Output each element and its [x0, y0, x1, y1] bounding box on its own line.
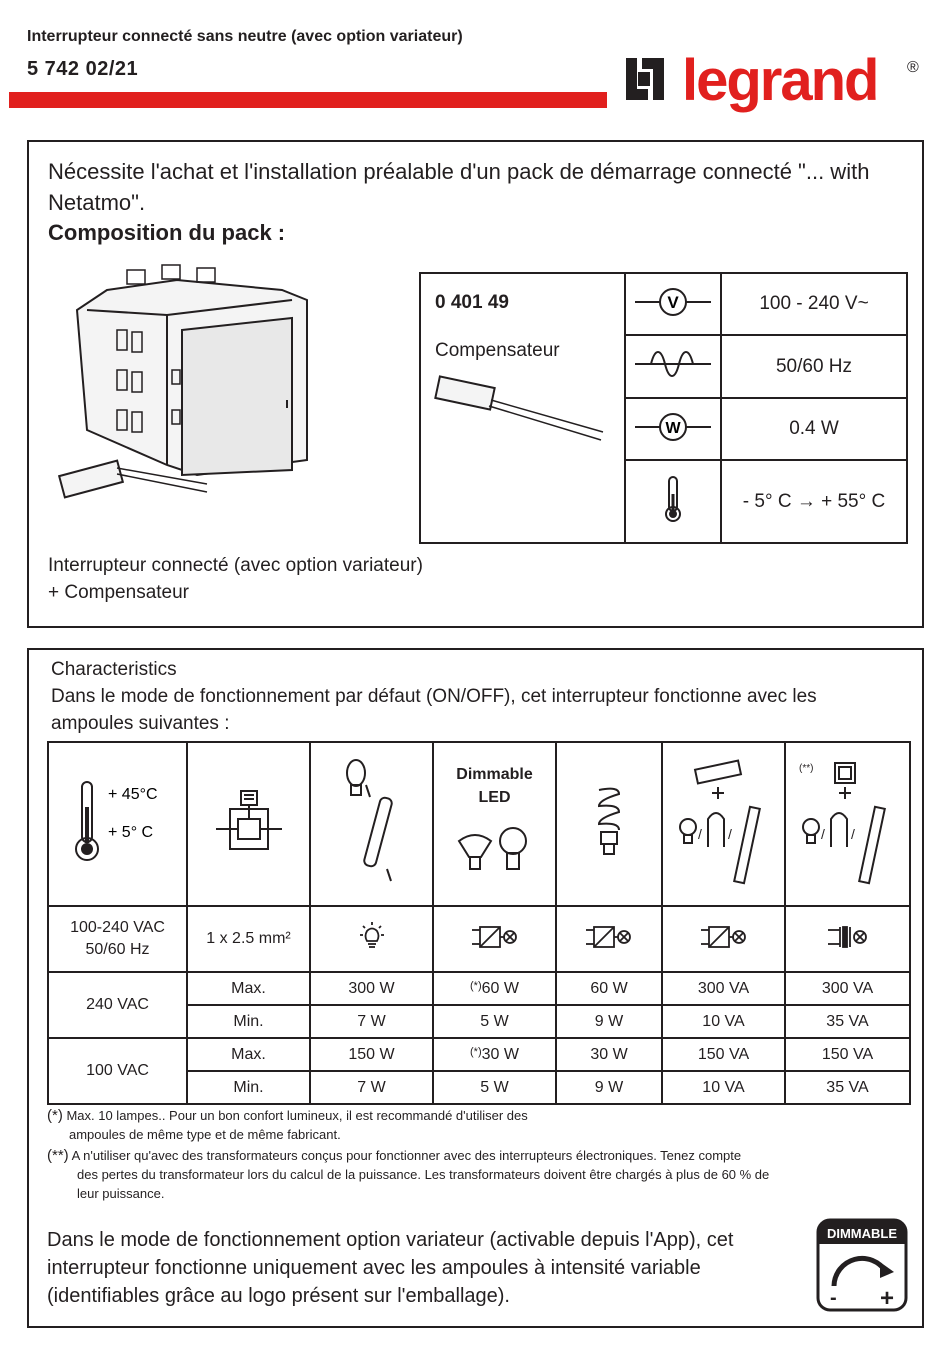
value-cell: 7 W — [310, 1005, 433, 1038]
incandescent-symbol-cell — [310, 906, 433, 972]
thermometer-icon — [658, 474, 688, 524]
led-label-1: Dimmable — [456, 766, 533, 783]
svg-text:/: / — [821, 825, 825, 842]
svg-text:V: V — [667, 292, 679, 312]
voltage-100-cell: 100 VAC — [48, 1038, 187, 1104]
logo-wordmark: legrand — [682, 50, 878, 113]
ferromagnetic-transformer-symbol-cell — [785, 906, 910, 972]
value-cell-starred: (*)60 W — [433, 972, 556, 1005]
legrand-logo — [624, 50, 929, 130]
spec-temperature-value: - 5° C → + 55° C — [721, 460, 907, 543]
temp-low: + 5° C — [107, 823, 153, 841]
incandescent-symbol-icon — [356, 921, 388, 953]
cfl-cell — [556, 742, 662, 906]
double-star-mark: (**) — [799, 762, 814, 774]
compensator-cell — [420, 273, 625, 543]
pack-intro: Nécessite l'achat et l'installation préalable d'un pack de démarrage connecté "... with Netatmo". — [48, 159, 870, 215]
supply-voltage: 100-240 VAC — [70, 919, 165, 936]
footnote-1-line-2: ampoules de même type et de même fabricant. — [69, 1127, 341, 1142]
footnote-1-line-1: Max. 10 lampes.. Pour un bon confort lumineux, il est recommandé d'utiliser des — [66, 1108, 528, 1123]
composition-heading: Composition du pack : — [48, 220, 286, 245]
temp-high: + 45°C — [107, 785, 158, 803]
driver-symbol-icon — [584, 922, 634, 952]
caption-line-1: Interrupteur connecté (avec option variateur) — [48, 555, 423, 576]
value-cell: 9 W — [556, 1005, 662, 1038]
supply-cell — [48, 906, 187, 972]
pack-caption — [48, 552, 548, 606]
value-cell-starred: (*)30 W — [433, 1038, 556, 1071]
driver-symbol-icon — [470, 922, 520, 952]
document-title: Interrupteur connecté sans neutre (avec option variateur) — [27, 28, 463, 45]
compensator-spec-table — [419, 272, 908, 544]
ferromagnetic-transformer-cell — [785, 742, 910, 906]
screw-terminal-icon — [214, 787, 284, 857]
thermometer-icon-cell — [625, 460, 721, 543]
lamp-compatibility-table — [47, 741, 911, 1105]
spec-power-value: 0.4 W — [721, 398, 907, 460]
supply-frequency: 50/60 Hz — [85, 941, 150, 958]
halogen-cell — [310, 742, 433, 906]
svg-text:/: / — [727, 825, 732, 842]
dimmable-logo-icon — [816, 1218, 908, 1312]
value-cell: 10 VA — [662, 1071, 785, 1104]
value-cell: 300 VA — [785, 972, 910, 1005]
led-bulb-icon — [455, 823, 535, 883]
compensator-reference: 0 401 49 — [435, 292, 509, 313]
row-type: Max. — [187, 972, 310, 1005]
frequency-icon-cell — [625, 335, 721, 397]
led-driver-symbol-cell — [433, 906, 556, 972]
compensator-illustration — [433, 374, 613, 449]
footnote-2-line-3: leur puissance. — [77, 1186, 165, 1201]
cfl-lamp-icon — [589, 782, 629, 862]
footnote-2-line-2: des pertes du transformateur lors du calcul de la puissance. Les transformateurs doivent être chargés à plus de 60 % de — [77, 1167, 770, 1182]
dimmable-led-cell — [433, 742, 556, 906]
value-cell: 7 W — [310, 1071, 433, 1104]
row-type: Min. — [187, 1005, 310, 1038]
value-cell: 150 W — [310, 1038, 433, 1071]
row-type: Min. — [187, 1071, 310, 1104]
value-cell: 5 W — [433, 1071, 556, 1104]
characteristics-title: Characteristics — [51, 659, 177, 680]
power-icon — [633, 409, 713, 445]
value-cell: 10 VA — [662, 1005, 785, 1038]
dimmable-minus: - — [830, 1287, 837, 1309]
svg-text:W: W — [665, 419, 681, 437]
value-cell: 30 W — [556, 1038, 662, 1071]
frequency-icon — [633, 346, 713, 382]
voltage-icon-cell — [625, 273, 721, 335]
registered-mark: ® — [907, 59, 919, 76]
footnote-2 — [47, 1146, 769, 1203]
characteristics-section — [27, 648, 924, 1328]
footnote-1 — [47, 1106, 528, 1144]
value-cell: 5 W — [433, 1005, 556, 1038]
value-cell: 150 VA — [662, 1038, 785, 1071]
row-type: Max. — [187, 1038, 310, 1071]
switch-device-illustration — [47, 260, 327, 530]
voltage-240-cell: 240 VAC — [48, 972, 187, 1038]
temperature-range-cell — [48, 742, 187, 906]
characteristics-header — [51, 656, 851, 737]
value-cell: 35 VA — [785, 1071, 910, 1104]
caption-line-2: + Compensateur — [48, 582, 189, 603]
value-cell: 150 VA — [785, 1038, 910, 1071]
electronic-transformer-cell — [662, 742, 785, 906]
voltage-icon — [633, 284, 713, 320]
footnote-2-line-1: A n'utiliser qu'avec des transformateurs conçus pour fonctionner avec des interrupteurs électroniques. Tenez compte — [71, 1148, 742, 1163]
halogen-lamp-icon — [342, 757, 402, 887]
dimmable-logo-label: DIMMABLE — [826, 1226, 898, 1241]
ferromagnetic-transformer-icon — [795, 757, 900, 887]
electronic-transformer-symbol-cell — [662, 906, 785, 972]
value-cell: 60 W — [556, 972, 662, 1005]
document-reference: 5 742 02/21 — [27, 58, 139, 80]
value-cell: 35 VA — [785, 1005, 910, 1038]
svg-text:/: / — [851, 825, 855, 842]
dimmer-mode-text: Dans le mode de fonctionnement option variateur (activable depuis l'App), cet interrupteur fonctionne uniquement avec les ampoules à intensité variable (identifiables grâce au logo présent sur l'emballage). — [47, 1229, 734, 1307]
spec-voltage-value: 100 - 240 V~ — [721, 273, 907, 335]
electronic-transformer-icon — [674, 757, 774, 887]
star-mark: (*) — [470, 1045, 482, 1058]
value-cell: 300 W — [310, 972, 433, 1005]
characteristics-description: Dans le mode de fonctionnement par défaut (ON/OFF), cet interrupteur fonctionne avec les ampoules suivantes : — [51, 686, 817, 734]
cable-section: 1 x 2.5 mm² — [187, 906, 310, 972]
cfl-driver-symbol-cell — [556, 906, 662, 972]
compensator-name: Compensateur — [435, 340, 560, 361]
spec-frequency-value: 50/60 Hz — [721, 335, 907, 397]
value-cell: 300 VA — [662, 972, 785, 1005]
driver-symbol-icon — [699, 922, 749, 952]
svg-text:/: / — [697, 825, 702, 842]
dimmable-plus: + — [880, 1285, 895, 1312]
transformer-symbol-icon — [826, 922, 870, 952]
footnote-1-mark: (*) — [47, 1107, 63, 1124]
power-icon-cell — [625, 398, 721, 460]
pack-section — [27, 140, 924, 628]
thermometer-icon — [58, 777, 178, 867]
header-red-bar — [9, 92, 607, 108]
star-mark: (*) — [470, 979, 482, 992]
led-label-2: LED — [478, 789, 511, 806]
terminal-cell — [187, 742, 310, 906]
footnote-2-mark: (**) — [47, 1147, 69, 1164]
value-cell: 9 W — [556, 1071, 662, 1104]
